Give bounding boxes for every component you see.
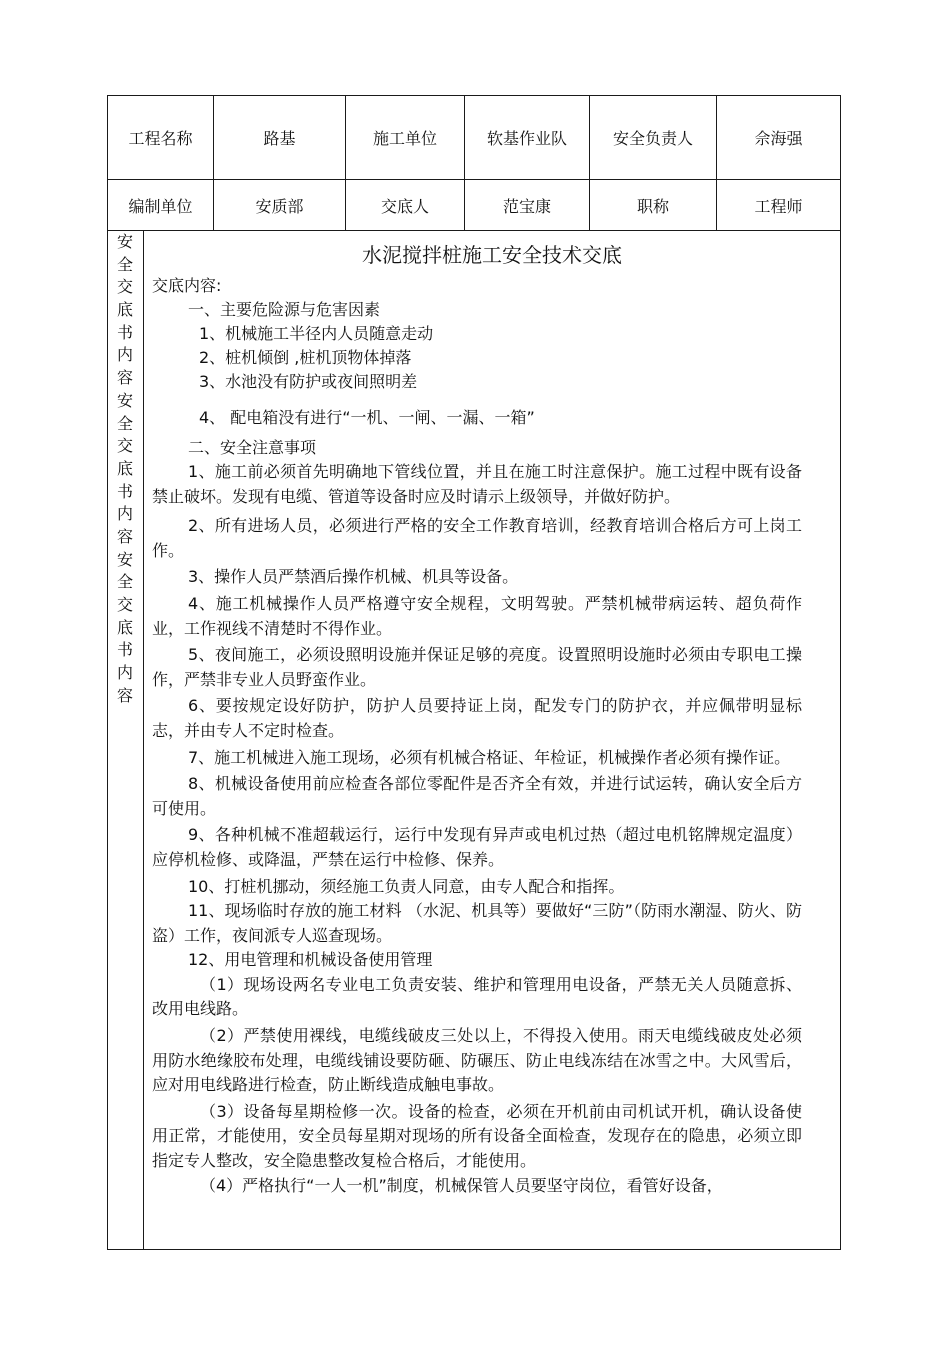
safety-briefing-content [152,236,802,1198]
hazard-item: 1、机械施工半径内人员随意走动 [199,324,434,343]
safety-subparagraph: （1）现场设两名专业电工负责安装、维护和管理用电设备，严禁无关人员随意拆、改用电线路。 [152,974,802,1019]
table-row-divider [107,230,841,231]
side-label-char: 容 [116,368,133,388]
safety-paragraph: 2、所有进场人员，必须进行严格的安全工作教育培训，经教育培训合格后方可上岗工作。 [152,516,802,560]
side-label-char: 交 [116,595,133,614]
side-label-char: 全 [116,413,133,433]
side-label-vertical [107,231,143,707]
compiling-unit-value: 安质部 [255,196,304,216]
side-label-divider [143,230,144,1250]
hazard-item: 2、桩机倾倒 ,桩机顶物体掉落 [199,348,412,367]
safety-paragraph: 7、施工机械进入施工现场，必须有机械合格证、年检证，机械操作者必须有操作证。 [188,747,791,767]
side-label-char: 底 [116,458,133,478]
safety-paragraph: 10、打桩机挪动，须经施工负责人同意，由专人配合和指挥。 [188,876,625,896]
side-label-char: 底 [116,617,133,637]
job-title-value: 工程师 [754,196,803,216]
side-label-char: 容 [116,526,133,546]
safety-subparagraph: （2）严禁使用裸线，电缆线破皮三处以上，不得投入使用。雨天电缆线破皮处必须用防水绝缘胶布处理，电缆线铺设要防砸、防碾压、防止电线冻结在冰雪之中。大风雪后，应对用电线路进行检查，防止断线造成触电事故。 [152,1026,802,1095]
job-title-label: 职称 [636,196,669,216]
side-label-char: 内 [116,345,133,365]
safety-paragraph: 8、机械设备使用前应检查各部位零配件是否齐全有效，并进行试运转，确认安全后方可使用。 [152,774,802,818]
table-border-bottom [107,1249,841,1250]
safety-officer-value: 佘海强 [754,129,803,148]
document-title: 水泥搅拌桩施工安全技术交底 [362,243,622,267]
side-label-char: 内 [116,504,133,524]
section-heading: 一、主要危险源与危害因素 [188,300,381,319]
side-label-char: 书 [116,322,133,342]
briefer-label: 交底人 [380,196,429,216]
construction-unit-label: 施工单位 [372,129,437,148]
side-label-char: 交 [116,436,133,456]
side-label-char: 交 [116,277,133,297]
construction-unit-value: 软基作业队 [486,129,567,148]
safety-paragraph: 12、用电管理和机械设备使用管理 [188,950,433,970]
safety-paragraph: 6、要按规定设好防护，防护人员要持证上岗，配发专门的防护衣，并应佩带明显标志，并由专人不定时检查。 [152,696,802,740]
side-label-char: 安 [116,390,133,410]
hazard-item: 4、 配电箱没有进行“一机、一闸、一漏、一箱” [199,408,535,427]
safety-subparagraph: （3）设备每星期检修一次。设备的检查，必须在开机前由司机试开机，确认设备使用正常，才能使用，安全员每星期对现场的所有设备全面检查，发现存在的隐患，必须立即指定专人整改，安全隐患整改复检合格后，才能使用。 [152,1101,802,1171]
project-name-value: 路基 [263,129,296,148]
briefer-value: 范宝康 [502,196,551,216]
safety-subparagraph: （4）严格执行“一人一机”制度，机械保管人员要坚守岗位，看管好设备， [200,1175,723,1195]
safety-paragraph: 3、操作人员严禁酒后操作机械、机具等设备。 [188,567,519,587]
safety-paragraph: 11、现场临时存放的施工材料 （水泥、机具等）要做好“三防”（防雨水潮湿、防火、防盗）工作，夜间派专人巡查现场。 [152,901,802,945]
side-label-char: 书 [116,640,133,660]
side-label-char: 容 [116,685,133,705]
compiling-unit-label: 编制单位 [128,196,193,216]
briefing-intro: 交底内容: [152,276,222,295]
safety-paragraph: 5、夜间施工，必须设照明设施并保证足够的亮度。设置照明设施时必须由专职电工操作，严禁非专业人员野蛮作业。 [152,645,802,689]
side-label-char: 全 [116,254,133,274]
side-label-char: 内 [116,663,133,683]
side-label-char: 底 [116,300,133,320]
section-heading: 二、安全注意事项 [188,438,317,457]
side-label-char: 安 [116,549,133,569]
side-label-char: 全 [116,572,133,592]
side-label-char: 书 [116,481,133,501]
project-name-label: 工程名称 [128,129,193,148]
safety-paragraph: 1、施工前必须首先明确地下管线位置，并且在施工时注意保护。施工过程中既有设备禁止破坏。发现有电缆、管道等设备时应及时请示上级领导，并做好防护。 [152,462,802,506]
hazard-item: 3、水池没有防护或夜间照明差 [199,372,418,391]
table-border-right [840,95,841,1250]
side-label-char: 安 [116,232,133,251]
safety-paragraph: 9、各种机械不准超载运行，运行中发现有异声或电机过热（超过电机铭牌规定温度）应停机检修、或降温，严禁在运行中检修、保养。 [152,825,802,869]
safety-officer-label: 安全负责人 [612,129,693,148]
safety-paragraph: 4、施工机械操作人员严格遵守安全规程，文明驾驶。严禁机械带病运转、超负荷作业，工作视线不清楚时不得作业。 [152,593,802,638]
